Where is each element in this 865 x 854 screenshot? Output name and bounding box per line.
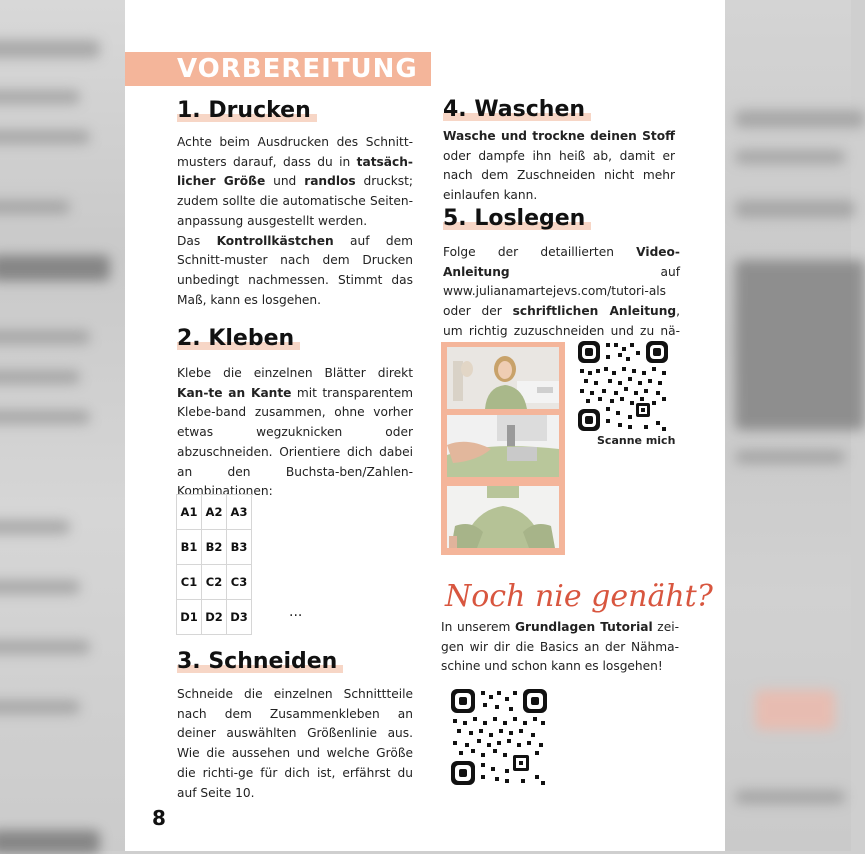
paragraph-loslegen: Folge der detaillierten Video-Anleitung auf www.julianamartejevs.com/tutori-als oder der schriftlichen Anleitung, um richtig zuzuschneiden und zu nä- bbox=[443, 245, 681, 338]
grid-cell: A1 bbox=[177, 495, 202, 530]
heading-schneiden: 3. Schneiden bbox=[177, 649, 337, 674]
photo-presenter bbox=[447, 347, 559, 409]
grid-cell: D1 bbox=[177, 600, 202, 635]
paragraph-waschen: Wasche und trockne deinen Stoff oder dampfe ihn heiß ab, damit er nach dem Zuschneiden nicht mehr einlaufen kann. bbox=[443, 129, 675, 203]
qr-code-video[interactable] bbox=[578, 341, 668, 431]
page-number: 8 bbox=[152, 806, 166, 830]
grid-cell: B2 bbox=[202, 530, 227, 565]
svg-text:Noch nie genäht?: Noch nie genäht? bbox=[445, 579, 713, 614]
grid-cell: D2 bbox=[202, 600, 227, 635]
handwritten-title bbox=[443, 560, 713, 620]
paragraph-kleben: Klebe die einzelnen Blätter direkt Kan-te an Kante mit transparentem Klebe-band zusammen, ohne vorher etwas wegzuknicken oder abzuschneiden. Orientiere dich dabei an den Buchsta-ben/Zahlen-Kombinationen: bbox=[177, 366, 413, 499]
table-row bbox=[177, 495, 252, 530]
paragraph-schneiden: Schneide die einzelnen Schnittteile nach dem Zusammenkleben an deiner auswählten Größenlinie aus. Wie die aussehen und welche Größe die richti-ge für dich ist, erfährst du auf Seite 10. bbox=[177, 687, 413, 800]
photo-finished-top bbox=[447, 486, 559, 548]
banner-title: VORBEREITUNG bbox=[177, 54, 418, 84]
heading-waschen: 4. Waschen bbox=[443, 97, 585, 122]
page-grid-table bbox=[176, 494, 252, 635]
grid-cell: A2 bbox=[202, 495, 227, 530]
background-left bbox=[0, 0, 125, 851]
grid-cell: C3 bbox=[227, 565, 252, 600]
script-heading bbox=[443, 560, 713, 624]
grid-cell: B3 bbox=[227, 530, 252, 565]
grid-cell: D3 bbox=[227, 600, 252, 635]
photo-sewing-machine bbox=[447, 415, 559, 477]
heading-kleben: 2. Kleben bbox=[177, 326, 294, 351]
table-row bbox=[177, 530, 252, 565]
grid-cell: B1 bbox=[177, 530, 202, 565]
background-right bbox=[725, 0, 851, 851]
grid-ellipsis: ... bbox=[289, 604, 303, 620]
table-row bbox=[177, 565, 252, 600]
section-banner bbox=[125, 52, 431, 86]
paragraph-tutorial: In unserem Grundlagen Tutorial zei-gen wir dir die Basics an der Nähma-schine und schon kann es losgehen! bbox=[441, 620, 679, 674]
manual-page bbox=[125, 0, 725, 851]
qr-code-tutorial[interactable] bbox=[451, 689, 547, 785]
grid-cell: C2 bbox=[202, 565, 227, 600]
table-row bbox=[177, 600, 252, 635]
qr-scan-label: Scanne mich bbox=[597, 434, 676, 447]
heading-loslegen: 5. Loslegen bbox=[443, 206, 585, 231]
grid-cell: A3 bbox=[227, 495, 252, 530]
paragraph-drucken: Achte beim Ausdrucken des Schnitt-musters darauf, dass du in tatsäch-licher Größe und randlos druckst; zudem sollte die automatische Seiten-anpassung ausgestellt werden. Das Kontrollkästchen auf dem Schnitt-muster nach dem Drucken unbedingt nachmessen. Stimmt das Maß, kann es losgehen. bbox=[177, 135, 414, 307]
tutorial-photo-strip bbox=[441, 342, 565, 555]
grid-cell: C1 bbox=[177, 565, 202, 600]
heading-drucken: 1. Drucken bbox=[177, 98, 311, 123]
